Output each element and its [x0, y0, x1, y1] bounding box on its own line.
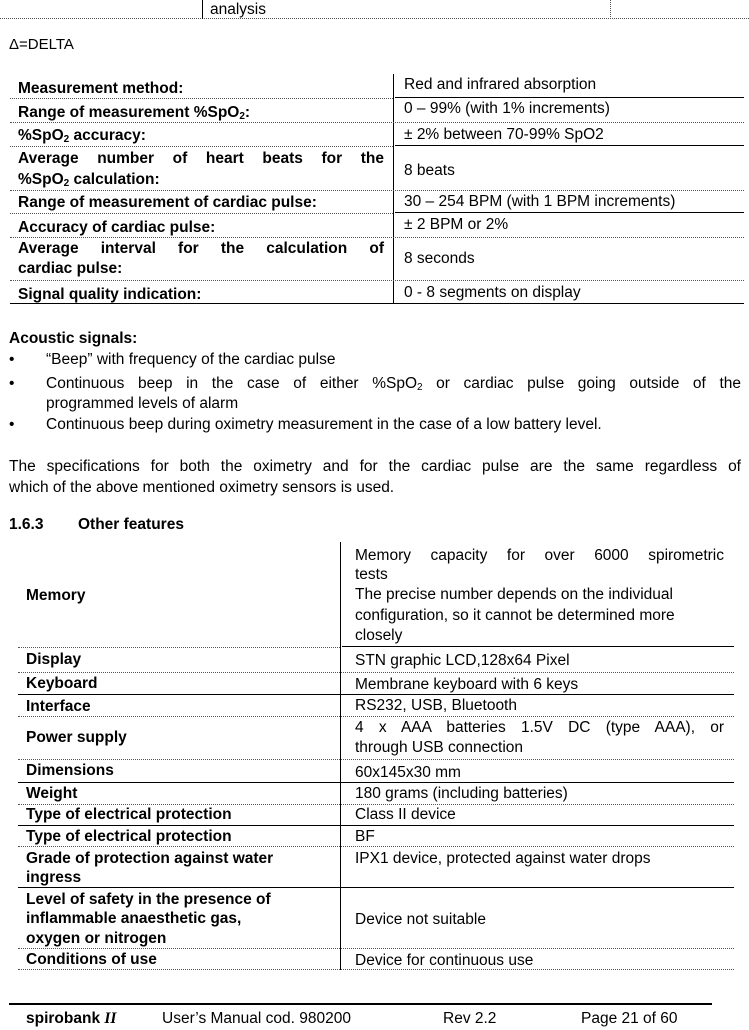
spec-value-average-beats: 8 beats: [404, 162, 455, 179]
row-rule: [395, 212, 744, 213]
row-rule: [10, 190, 744, 191]
spec-value-range-pulse: 30 – 254 BPM (with 1 BPM increments): [404, 193, 676, 210]
product-suffix: II: [104, 1010, 117, 1027]
feature-label-dimensions: Dimensions: [26, 762, 114, 779]
label-sub: 2: [63, 178, 70, 189]
spec-paragraph-line1: The specifications for both the oximetry and for the cardiac pulse are the same regardless of: [9, 458, 741, 475]
spec-value-range-spo2: 0 – 99% (with 1% increments): [404, 100, 610, 117]
bullet-glyph: •: [9, 375, 15, 392]
spec-label-range-pulse: Range of measurement of cardiac pulse:: [18, 194, 317, 211]
label-after: calculation:: [69, 171, 160, 188]
feature-label-electrical-protection-degree: Type of electrical protection: [26, 828, 232, 845]
row-rule: [18, 804, 734, 805]
row-rule: [395, 145, 744, 146]
row-rule: [395, 97, 744, 98]
row-rule: [18, 647, 340, 648]
feature-label-water-ingress-l2: ingress: [26, 869, 82, 886]
footer-manual: User’s Manual cod. 980200: [162, 1010, 351, 1027]
spec-label-signal-quality: Signal quality indication:: [18, 286, 202, 303]
feature-value-power-supply-l1: 4 x AAA batteries 1.5V DC (type AAA), or: [355, 719, 724, 736]
row-rule: [18, 782, 734, 783]
row-rule: [18, 969, 734, 970]
item-text: Continuous beep in the case of either %SpO: [46, 375, 417, 392]
acoustic-item-3: Continuous beep during oximetry measurement in the case of a low battery level.: [46, 416, 602, 433]
row-rule: [10, 280, 744, 281]
spec-value-measurement-method: Red and infrared absorption: [404, 76, 597, 93]
feature-value-weight: 180 grams (including batteries): [355, 785, 568, 802]
row-rule: [18, 825, 734, 826]
feature-value-conditions-of-use: Device for continuous use: [355, 952, 534, 969]
spec-label-average-beats: Average number of heart beats for the: [18, 150, 384, 167]
spec-value-pulse-accuracy: ± 2 BPM or 2%: [404, 216, 509, 233]
feature-value-memory-l1: Memory capacity for over 6000 spirometric: [355, 547, 724, 564]
label-after: accuracy:: [69, 127, 146, 144]
spec-value-signal-quality: 0 - 8 segments on display: [404, 284, 581, 301]
bullet-glyph: •: [9, 416, 15, 433]
spec-paragraph-line2: which of the above mentioned oximetry sensors is used.: [9, 479, 395, 496]
footer-product: [26, 1010, 116, 1028]
feature-label-anaesthetic-l1: Level of safety in the presence of: [26, 891, 271, 908]
feature-value-memory-l3: The precise number depends on the individual: [355, 586, 673, 603]
item-after: or cardiac pulse going outside of the: [422, 375, 742, 392]
spec-label-average-beats-line2: [18, 171, 160, 189]
top-row-left-border: [202, 0, 203, 19]
spec-label-average-interval-line2: cardiac pulse:: [18, 260, 123, 277]
feature-label-display: Display: [26, 651, 82, 668]
label-text: %SpO: [18, 127, 64, 144]
spec-label-average-interval: Average interval for the calculation of: [18, 240, 384, 257]
footer-rule: [9, 1003, 712, 1005]
spec-label-measurement-method: Measurement method:: [18, 80, 184, 97]
row-rule: [10, 237, 744, 238]
row-rule: [18, 887, 734, 888]
row-rule: [18, 694, 734, 695]
spec-label-spo2-accuracy: [18, 127, 146, 145]
row-rule: [18, 846, 734, 847]
product-name: spirobank: [26, 1010, 101, 1027]
feature-label-interface: Interface: [26, 698, 91, 715]
features-table-divider: [340, 542, 341, 970]
footer-rev: Rev 2.2: [443, 1010, 497, 1027]
item-sub: 2: [417, 382, 423, 393]
section-number: 1.6.3: [9, 516, 44, 533]
footer-page-number: Page 21 of 60: [581, 1010, 678, 1027]
acoustic-item-1: “Beep” with frequency of the cardiac pulse: [46, 351, 336, 368]
feature-value-keyboard: Membrane keyboard with 6 keys: [355, 676, 579, 693]
feature-value-memory-l2: tests: [355, 566, 388, 583]
feature-value-memory-l4: configuration, so it cannot be determined more: [355, 607, 675, 624]
label-after: :: [244, 104, 251, 121]
feature-label-weight: Weight: [26, 785, 78, 802]
feature-value-anaesthetic: Device not suitable: [355, 911, 486, 928]
label-text: %SpO: [18, 171, 64, 188]
oximetry-table-divider: [393, 74, 394, 304]
row-rule: [10, 146, 393, 147]
row-rule: [10, 122, 744, 123]
row-rule: [18, 672, 734, 673]
feature-value-display: STN graphic LCD,128x64 Pixel: [355, 652, 570, 669]
label-text: Range of measurement %SpO: [18, 104, 240, 121]
delta-note: Δ=DELTA: [9, 36, 74, 53]
top-row-rule: [0, 18, 749, 19]
top-row-right-border: [610, 0, 611, 19]
spec-label-range-spo2: [18, 104, 250, 122]
feature-label-power-supply: Power supply: [26, 729, 127, 746]
feature-value-power-supply-l2: through USB connection: [355, 739, 524, 756]
label-sub: 2: [63, 134, 70, 145]
acoustic-item-2: [46, 375, 741, 393]
row-rule: [342, 646, 734, 647]
bullet-glyph: •: [9, 351, 15, 368]
row-rule: [18, 948, 734, 949]
feature-label-conditions-of-use: Conditions of use: [26, 951, 157, 968]
label-sub: 2: [239, 111, 245, 122]
feature-value-interface: RS232, USB, Bluetooth: [355, 697, 517, 714]
feature-value-electrical-protection-degree: BF: [355, 828, 375, 845]
feature-value-memory-l5: closely: [355, 627, 403, 644]
acoustic-heading: Acoustic signals:: [9, 330, 138, 347]
feature-label-electrical-protection-type: Type of electrical protection: [26, 806, 232, 823]
acoustic-item-2-line2: programmed levels of alarm: [46, 395, 239, 412]
row-rule: [18, 716, 734, 717]
section-title: Other features: [78, 516, 184, 533]
feature-value-dimensions: 60x145x30 mm: [355, 764, 461, 781]
feature-value-electrical-protection-type: Class II device: [355, 806, 456, 823]
row-rule: [10, 303, 744, 304]
spec-value-spo2-accuracy: ± 2% between 70-99% SpO2: [404, 126, 604, 143]
feature-label-anaesthetic-l3: oxygen or nitrogen: [26, 930, 167, 947]
feature-label-water-ingress-l1: Grade of protection against water: [26, 850, 274, 867]
feature-value-water-ingress: IPX1 device, protected against water drops: [355, 850, 651, 867]
feature-label-memory: Memory: [26, 587, 86, 604]
spec-label-pulse-accuracy: Accuracy of cardiac pulse:: [18, 219, 216, 236]
feature-label-keyboard: Keyboard: [26, 675, 98, 692]
spec-value-average-interval: 8 seconds: [404, 250, 475, 267]
row-rule: [18, 759, 734, 760]
feature-label-anaesthetic-l2: inflammable anaesthetic gas,: [26, 910, 242, 927]
top-row-cell: analysis: [210, 1, 266, 18]
row-rule: [10, 98, 393, 99]
row-rule: [10, 213, 393, 214]
